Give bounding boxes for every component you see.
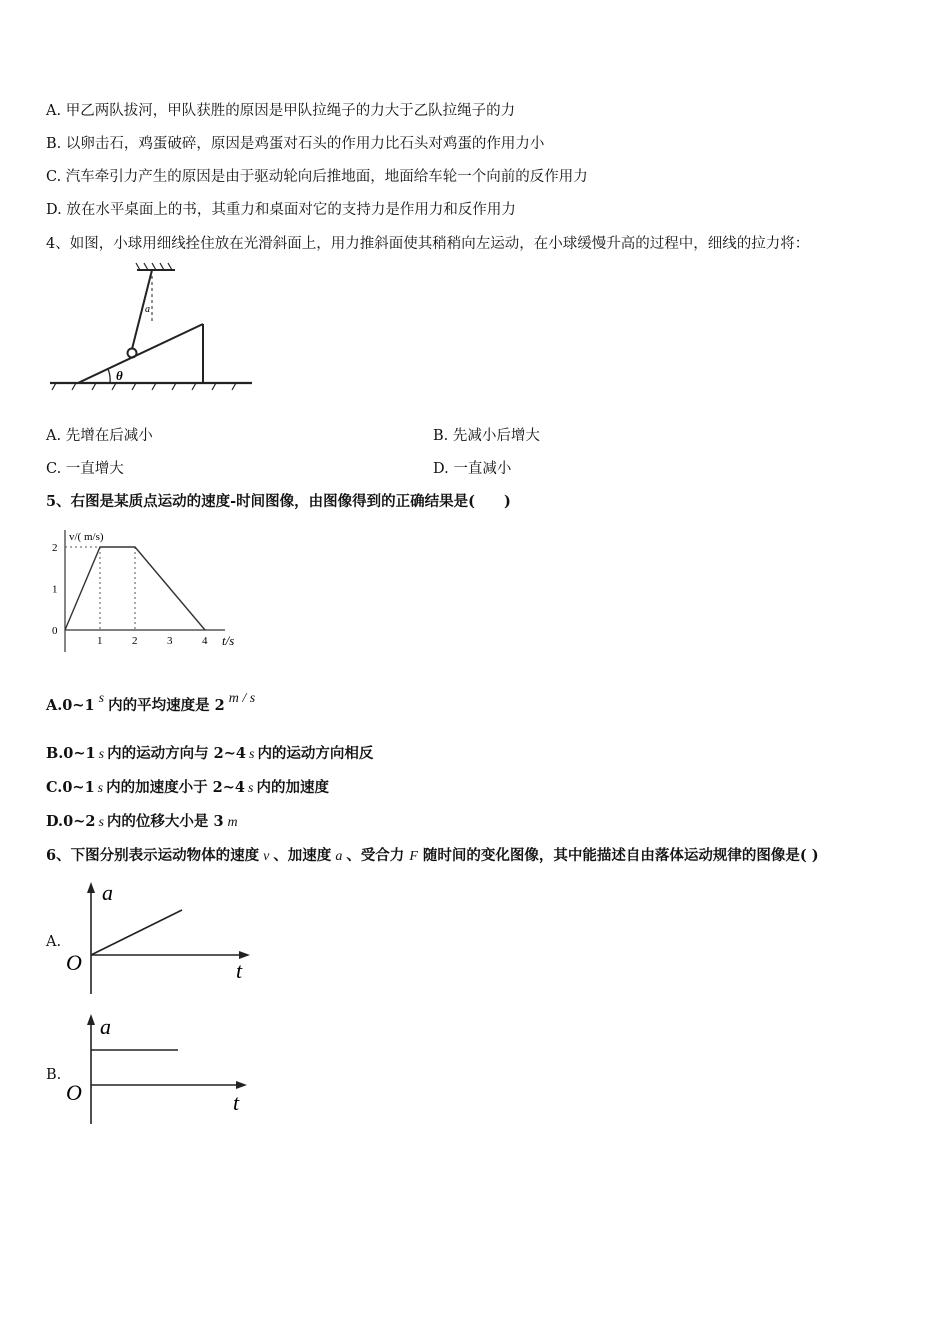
q6-a-ylabel: a (102, 880, 113, 905)
q5-a-pre: A.0~1 (46, 697, 95, 714)
vt-x-tick-label: 3 (167, 635, 173, 647)
q6-stem-part3: 、受合力 (346, 847, 405, 864)
q3-option-d: D. 放在水平桌面上的书，其重力和桌面对它的支持力是作用力和反作用力 (46, 202, 516, 218)
q5-b-unit2: s (248, 747, 255, 762)
q6-graph-a (60, 880, 260, 998)
vt-ylabel: v/( m/s) (69, 531, 104, 543)
q5-b-pre: B.0~1 (46, 745, 96, 762)
q6-stem-part2: 、加速度 (273, 847, 332, 864)
q5-d-unit2: m (227, 815, 238, 830)
vt-xlabel: t/s (222, 633, 235, 648)
q6-a-xlabel: t (236, 958, 243, 983)
q5-b-mid: 内的运动方向与 2~4 (107, 745, 246, 762)
vt-x-tick-label: 2 (132, 635, 138, 647)
q5-d-mid: 内的位移大小是 3 (106, 813, 224, 830)
q4-option-c: C. 一直增大 (46, 461, 124, 477)
q6-graph-b (60, 1012, 260, 1127)
q6-b-xlabel: t (233, 1090, 240, 1115)
q5-d-pre: D.0~2 (46, 813, 96, 830)
q6-symbol-F: F (409, 849, 418, 864)
q4-option-d: D. 一直减小 (433, 461, 512, 477)
q4-line-label: a (145, 304, 150, 315)
q5-b-post: 内的运动方向相反 (257, 745, 374, 762)
q6-stem-part4: 随时间的变化图像，其中能描述自由落体运动规律的图像是( ) (422, 847, 819, 864)
q5-a-mid: 内的平均速度是 2 (108, 697, 225, 714)
vt-x-tick-label: 1 (97, 635, 103, 647)
q6-b-origin: O (66, 1080, 82, 1105)
q6-graph-b-label: B. (46, 1067, 62, 1083)
vt-y-tick-label: 2 (52, 542, 58, 554)
vt-y-tick-label: 0 (52, 625, 58, 637)
q4-option-a: A. 先增在后减小 (46, 428, 153, 444)
q4-incline-figure (40, 262, 270, 397)
q5-c-post: 内的加速度 (256, 779, 329, 796)
q3-option-c: C. 汽车牵引力产生的原因是由于驱动轮向后推地面，地面给车轮一个向前的反作用力 (46, 169, 588, 185)
q6-symbol-a: a (335, 849, 343, 864)
q3-option-a: A. 甲乙两队拔河，甲队获胜的原因是甲队拉绳子的力大于乙队拉绳子的力 (46, 103, 516, 119)
q4-stem: 4、如图，小球用细线拴住放在光滑斜面上，用力推斜面使其稍稍向左运动，在小球缓慢升高的过程中，细线的拉力将： (46, 236, 810, 252)
q3-option-b: B. 以卵击石，鸡蛋破碎，原因是鸡蛋对石头的作用力比石头对鸡蛋的作用力小 (46, 136, 545, 152)
q5-a-unit2: m / s (228, 691, 256, 706)
q5-c-unit1: s (97, 781, 104, 796)
q4-option-b: B. 先减小后增大 (433, 428, 540, 444)
q5-c-mid: 内的加速度小于 2~4 (106, 779, 246, 796)
q6-b-ylabel: a (100, 1014, 111, 1039)
q5-option-a (46, 691, 256, 717)
q5-c-pre: C.0~1 (46, 779, 95, 796)
vt-y-tick-label: 1 (52, 583, 58, 596)
q6-stem (46, 846, 819, 867)
q6-symbol-v: v (263, 849, 270, 864)
q6-a-origin: O (66, 950, 82, 975)
q6-graph-a-label: A. (46, 934, 62, 950)
q5-option-b (46, 744, 373, 765)
vt-x-tick-label: 4 (202, 635, 208, 647)
q5-option-d (46, 812, 238, 833)
q5-c-unit2: s (248, 781, 254, 796)
q5-option-c (46, 778, 329, 799)
q4-angle-label: θ (116, 368, 123, 383)
q5-d-unit1: s (98, 815, 104, 830)
q5-stem: 5、右图是某质点运动的速度-时间图像，由图像得到的正确结果是( ) (46, 493, 511, 510)
q6-stem-part1: 6、下图分别表示运动物体的速度 (46, 847, 260, 864)
q5-velocity-time-chart (40, 524, 255, 659)
q5-b-unit1: s (98, 747, 105, 762)
q5-a-unit1: s (98, 691, 105, 706)
